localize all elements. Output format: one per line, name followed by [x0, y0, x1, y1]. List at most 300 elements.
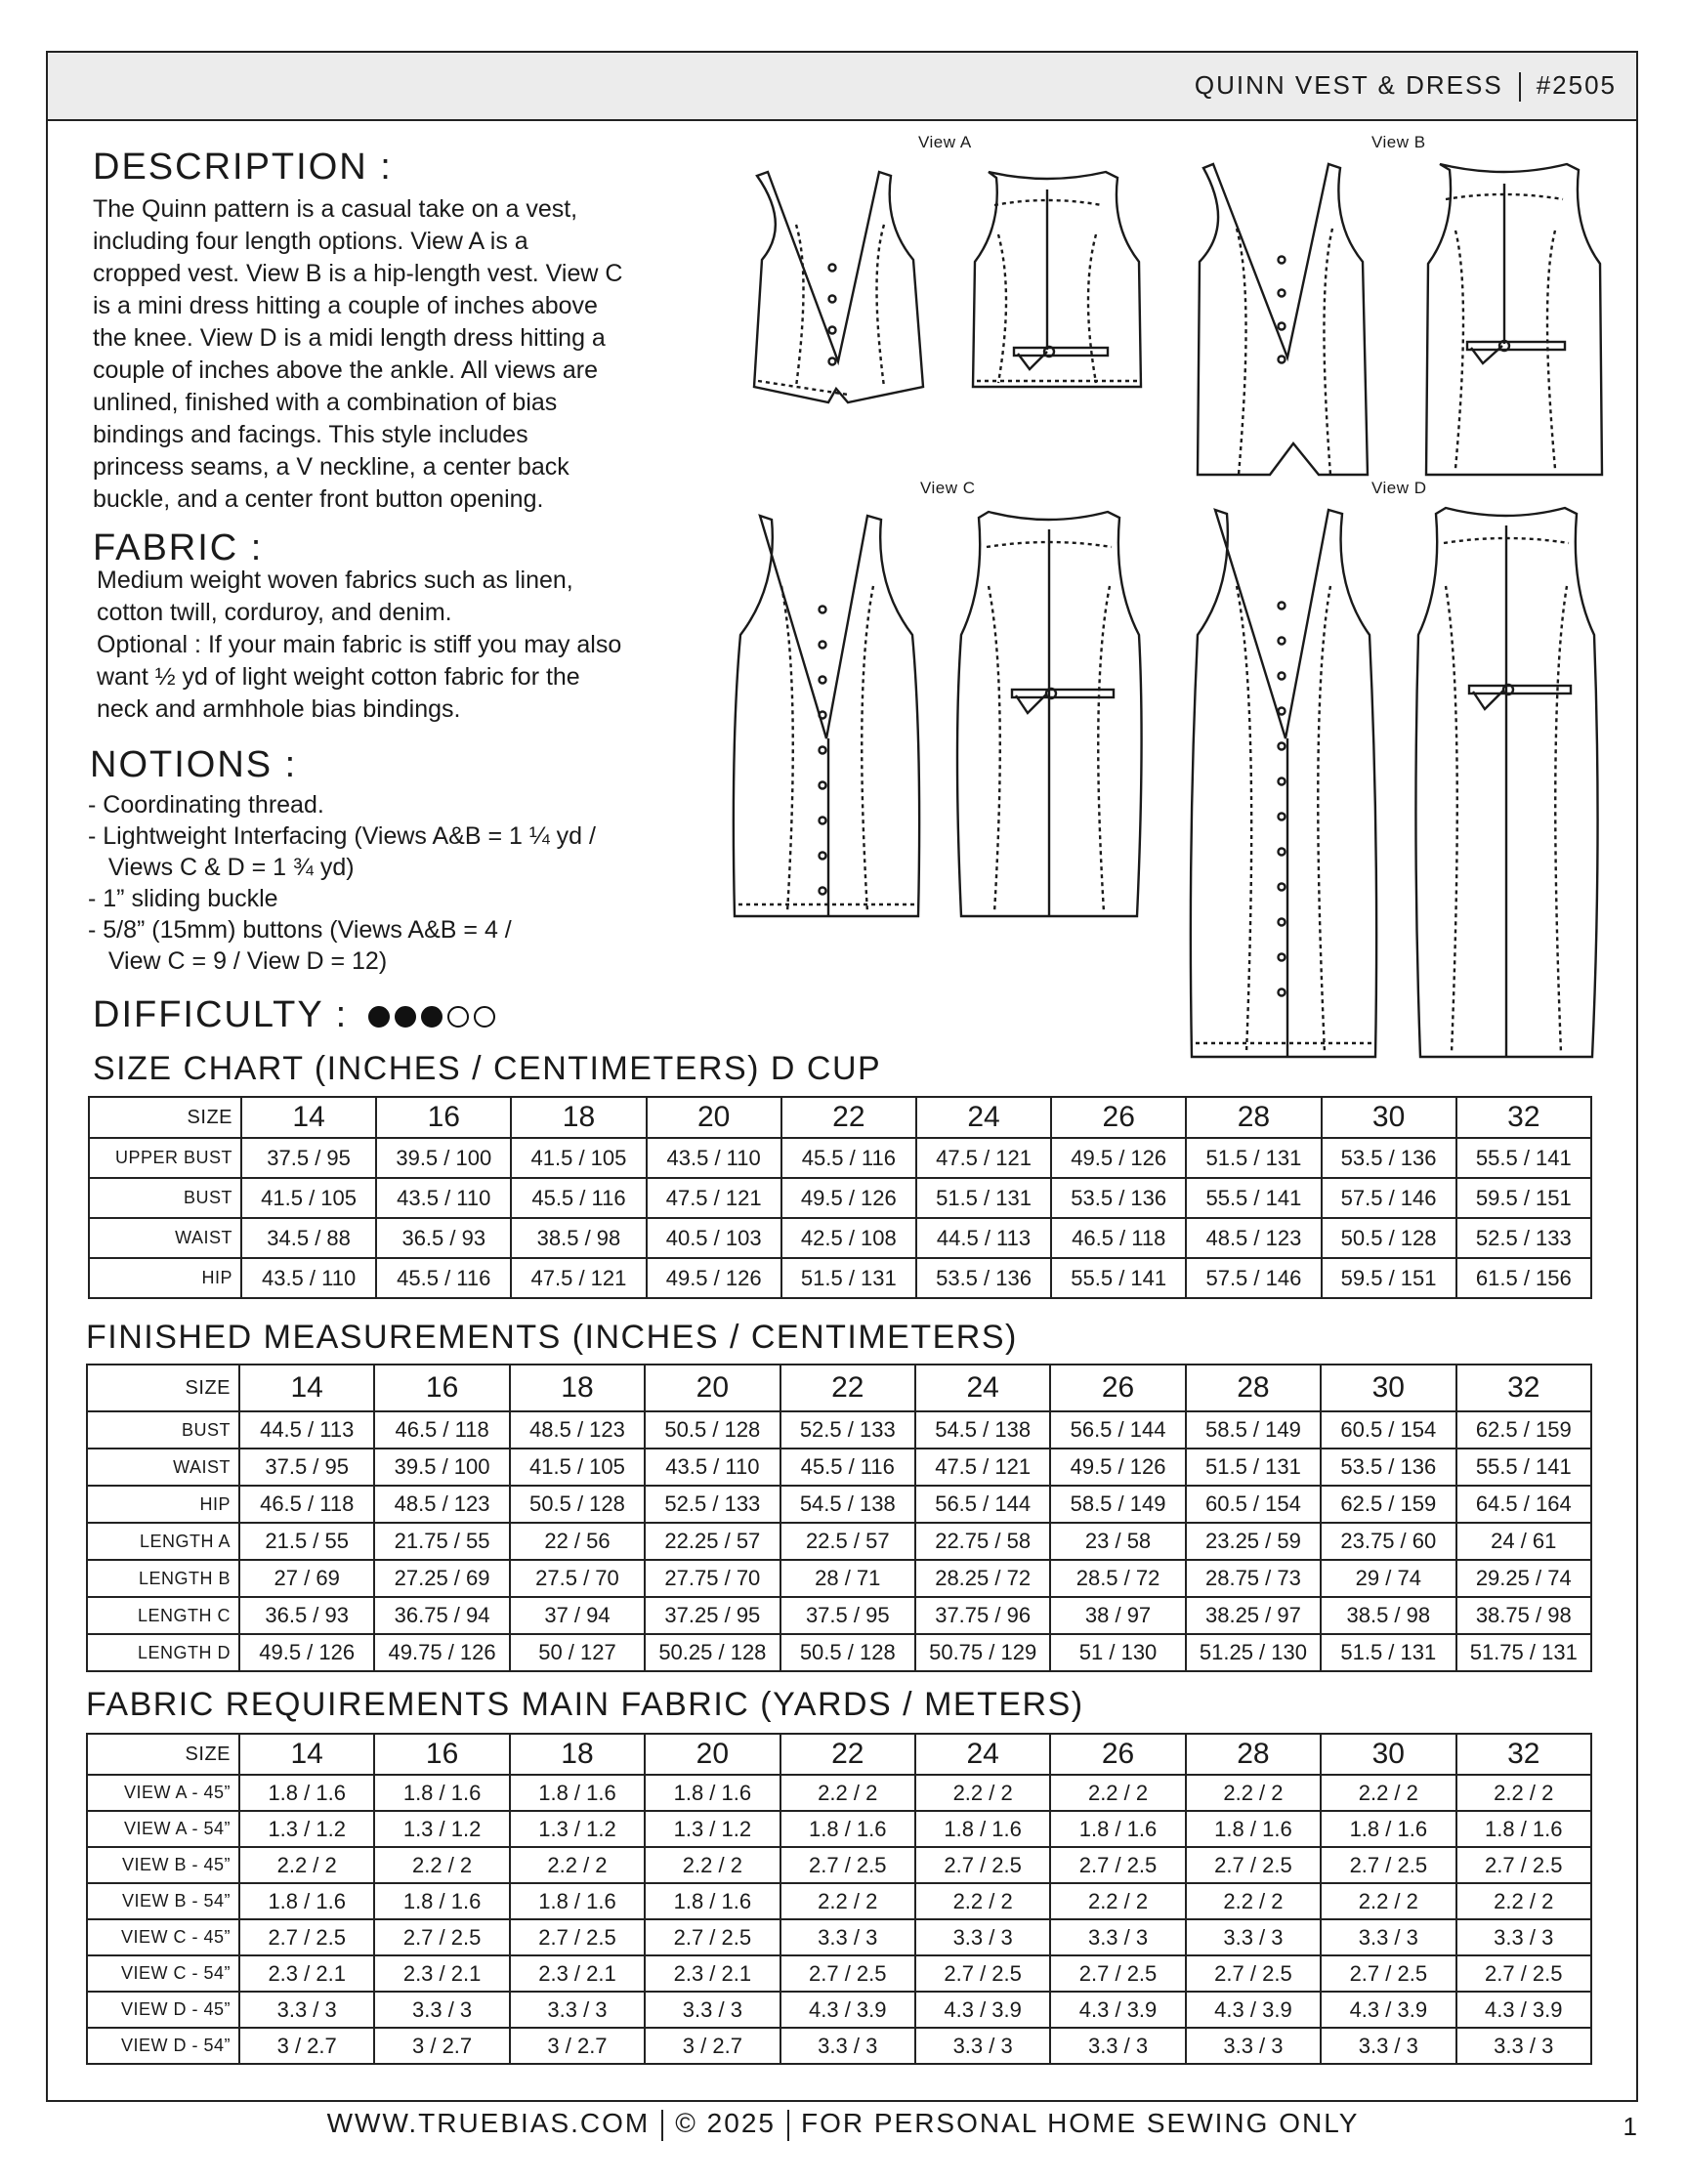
table-cell: 3.3 / 3 — [915, 2028, 1050, 2064]
table-cell: 1.3 / 1.2 — [374, 1811, 509, 1847]
text-line: - 1” sliding buckle — [88, 885, 278, 912]
table-cell: 52.5 / 133 — [645, 1486, 780, 1523]
table-cell: 47.5 / 121 — [916, 1138, 1051, 1178]
fabric-heading: FABRIC : — [93, 527, 264, 568]
row-label: BUST — [89, 1178, 241, 1218]
size-header-cell: 32 — [1456, 1365, 1591, 1411]
table-cell: 22.25 / 57 — [645, 1523, 780, 1560]
table-row — [87, 1847, 1591, 1883]
table-cell: 3 / 2.7 — [645, 2028, 780, 2064]
view-c-front-drawing — [734, 516, 919, 916]
table-cell: 1.8 / 1.6 — [1321, 1811, 1455, 1847]
table-cell: 1.3 / 1.2 — [239, 1811, 374, 1847]
table-cell: 48.5 / 123 — [374, 1486, 509, 1523]
table-cell: 56.5 / 144 — [915, 1486, 1050, 1523]
size-header-cell: 28 — [1186, 1097, 1321, 1138]
table-cell: 49.5 / 126 — [239, 1634, 374, 1671]
table-row — [87, 1883, 1591, 1919]
table-cell: 1.8 / 1.6 — [239, 1775, 374, 1811]
table-cell: 61.5 / 156 — [1456, 1258, 1591, 1298]
size-header-row — [89, 1097, 1591, 1138]
size-header-cell: 28 — [1186, 1734, 1321, 1775]
table-cell: 2.7 / 2.5 — [1321, 1955, 1455, 1992]
finished-measurements-title: FINISHED MEASUREMENTS (INCHES / CENTIMETERS) — [86, 1319, 1018, 1356]
table-cell: 2.7 / 2.5 — [239, 1919, 374, 1955]
table-cell: 2.2 / 2 — [1321, 1883, 1455, 1919]
table-cell: 2.2 / 2 — [1050, 1883, 1185, 1919]
table-cell: 38.75 / 98 — [1456, 1597, 1591, 1634]
table-cell: 3.3 / 3 — [239, 1992, 374, 2028]
row-label: VIEW B - 45” — [87, 1847, 239, 1883]
table-cell: 24 / 61 — [1456, 1523, 1591, 1560]
table-cell: 3.3 / 3 — [780, 1919, 915, 1955]
table-cell: 2.2 / 2 — [1456, 1775, 1591, 1811]
table-cell: 2.7 / 2.5 — [780, 1955, 915, 1992]
table-cell: 60.5 / 154 — [1186, 1486, 1321, 1523]
table-cell: 1.8 / 1.6 — [645, 1775, 780, 1811]
table-cell: 27.75 / 70 — [645, 1560, 780, 1597]
table-cell: 53.5 / 136 — [1051, 1178, 1186, 1218]
table-row — [87, 1523, 1591, 1560]
table-cell: 23.25 / 59 — [1186, 1523, 1321, 1560]
table-cell: 48.5 / 123 — [510, 1411, 645, 1449]
table-cell: 2.7 / 2.5 — [915, 1955, 1050, 1992]
size-header-cell: 26 — [1050, 1734, 1185, 1775]
text-line: the knee. View D is a midi length dress hitting a — [93, 324, 606, 352]
table-cell: 55.5 / 141 — [1051, 1258, 1186, 1298]
table-cell: 4.3 / 3.9 — [1050, 1992, 1185, 2028]
row-label: LENGTH C — [87, 1597, 239, 1634]
table-cell: 43.5 / 110 — [645, 1449, 780, 1486]
row-label: WAIST — [89, 1218, 241, 1258]
table-cell: 22 / 56 — [510, 1523, 645, 1560]
table-row — [87, 1992, 1591, 2028]
table-cell: 49.5 / 126 — [1050, 1449, 1185, 1486]
table-cell: 2.3 / 2.1 — [510, 1955, 645, 1992]
table-cell: 44.5 / 113 — [916, 1218, 1051, 1258]
table-cell: 39.5 / 100 — [374, 1449, 509, 1486]
table-cell: 46.5 / 118 — [239, 1486, 374, 1523]
text-line: unlined, finished with a combination of bias — [93, 389, 558, 416]
table-cell: 3 / 2.7 — [374, 2028, 509, 2064]
table-cell: 37.5 / 95 — [239, 1449, 374, 1486]
size-label: SIZE — [87, 1365, 239, 1411]
table-cell: 39.5 / 100 — [376, 1138, 511, 1178]
table-cell: 1.8 / 1.6 — [1456, 1811, 1591, 1847]
size-header-cell: 22 — [780, 1734, 915, 1775]
footer-website: WWW.TRUEBIAS.COM — [326, 2108, 651, 2138]
table-cell: 50.75 / 129 — [915, 1634, 1050, 1671]
table-cell: 45.5 / 116 — [511, 1178, 646, 1218]
table-cell: 2.7 / 2.5 — [1456, 1847, 1591, 1883]
table-cell: 2.7 / 2.5 — [645, 1919, 780, 1955]
text-line: - Coordinating thread. — [88, 791, 324, 819]
table-row — [89, 1178, 1591, 1218]
description-heading: DESCRIPTION : — [93, 147, 393, 188]
fabric-requirements-table — [86, 1733, 1592, 2065]
table-cell: 3 / 2.7 — [510, 2028, 645, 2064]
row-label: LENGTH A — [87, 1523, 239, 1560]
size-header-row — [87, 1365, 1591, 1411]
table-cell: 37.5 / 95 — [241, 1138, 376, 1178]
table-row — [87, 1919, 1591, 1955]
table-cell: 52.5 / 133 — [780, 1411, 915, 1449]
table-cell: 44.5 / 113 — [239, 1411, 374, 1449]
size-header-cell: 32 — [1456, 1097, 1591, 1138]
table-cell: 2.7 / 2.5 — [374, 1919, 509, 1955]
table-cell: 1.8 / 1.6 — [510, 1775, 645, 1811]
table-cell: 4.3 / 3.9 — [1456, 1992, 1591, 2028]
table-cell: 45.5 / 116 — [780, 1449, 915, 1486]
table-cell: 1.8 / 1.6 — [780, 1811, 915, 1847]
table-cell: 1.3 / 1.2 — [510, 1811, 645, 1847]
table-cell: 1.8 / 1.6 — [915, 1811, 1050, 1847]
row-label: UPPER BUST — [89, 1138, 241, 1178]
row-label: BUST — [87, 1411, 239, 1449]
table-cell: 3.3 / 3 — [1186, 2028, 1321, 2064]
table-cell: 29 / 74 — [1321, 1560, 1455, 1597]
table-cell: 2.2 / 2 — [1321, 1775, 1455, 1811]
table-cell: 2.7 / 2.5 — [1321, 1847, 1455, 1883]
table-cell: 40.5 / 103 — [647, 1218, 781, 1258]
size-header-cell: 30 — [1322, 1097, 1456, 1138]
row-label: VIEW A - 54” — [87, 1811, 239, 1847]
difficulty-label: DIFFICULTY : — [93, 994, 349, 1035]
table-cell: 29.25 / 74 — [1456, 1560, 1591, 1597]
table-cell: 2.2 / 2 — [1456, 1883, 1591, 1919]
row-label: HIP — [87, 1486, 239, 1523]
table-row — [87, 1775, 1591, 1811]
table-row — [87, 2028, 1591, 2064]
table-cell: 51.5 / 131 — [1186, 1138, 1321, 1178]
size-header-cell: 16 — [376, 1097, 511, 1138]
view-c-back-drawing — [957, 512, 1142, 916]
table-cell: 46.5 / 118 — [1051, 1218, 1186, 1258]
table-cell: 53.5 / 136 — [1322, 1138, 1456, 1178]
text-line: cropped vest. View B is a hip-length vest. View C — [93, 260, 623, 287]
view-a-label: View A — [918, 133, 972, 151]
table-row — [87, 1449, 1591, 1486]
size-header-cell: 14 — [239, 1734, 374, 1775]
table-cell: 37 / 94 — [510, 1597, 645, 1634]
table-cell: 37.25 / 95 — [645, 1597, 780, 1634]
table-cell: 49.75 / 126 — [374, 1634, 509, 1671]
size-label: SIZE — [87, 1734, 239, 1775]
size-header-cell: 26 — [1050, 1365, 1185, 1411]
view-a-front-drawing — [754, 172, 923, 402]
text-line: Views C & D = 1 ¾ yd) — [88, 854, 355, 881]
view-d-front-drawing — [1191, 510, 1376, 1057]
table-cell: 2.2 / 2 — [510, 1847, 645, 1883]
view-d-back-drawing — [1415, 508, 1597, 1057]
table-cell: 3.3 / 3 — [645, 1992, 780, 2028]
notions-heading: NOTIONS : — [90, 744, 298, 785]
table-cell: 50.5 / 128 — [645, 1411, 780, 1449]
table-cell: 51.75 / 131 — [1456, 1634, 1591, 1671]
table-cell: 41.5 / 105 — [241, 1178, 376, 1218]
text-line: View C = 9 / View D = 12) — [88, 947, 388, 975]
table-cell: 1.3 / 1.2 — [645, 1811, 780, 1847]
row-label: HIP — [89, 1258, 241, 1298]
size-header-cell: 16 — [374, 1365, 509, 1411]
size-header-cell: 20 — [647, 1097, 781, 1138]
table-cell: 60.5 / 154 — [1321, 1411, 1455, 1449]
table-cell: 62.5 / 159 — [1321, 1486, 1455, 1523]
table-row — [89, 1138, 1591, 1178]
table-cell: 3.3 / 3 — [510, 1992, 645, 2028]
table-row — [89, 1258, 1591, 1298]
table-cell: 1.8 / 1.6 — [239, 1883, 374, 1919]
table-cell: 49.5 / 126 — [1051, 1138, 1186, 1178]
text-line: bindings and facings. This style includes — [93, 421, 528, 448]
table-cell: 38.25 / 97 — [1186, 1597, 1321, 1634]
text-line: is a mini dress hitting a couple of inches above — [93, 292, 598, 319]
finished-measurements-table — [86, 1364, 1592, 1672]
table-cell: 2.7 / 2.5 — [510, 1919, 645, 1955]
page-number: 1 — [1623, 2112, 1637, 2141]
text-line: including four length options. View A is a — [93, 228, 528, 255]
table-cell: 3.3 / 3 — [1321, 2028, 1455, 2064]
footer-copyright: © 2025 — [675, 2108, 776, 2138]
table-cell: 4.3 / 3.9 — [1321, 1992, 1455, 2028]
view-d-label: View D — [1371, 479, 1427, 497]
table-cell: 2.3 / 2.1 — [645, 1955, 780, 1992]
view-b-label: View B — [1371, 133, 1426, 151]
table-cell: 50.25 / 128 — [645, 1634, 780, 1671]
table-cell: 4.3 / 3.9 — [915, 1992, 1050, 2028]
table-cell: 3.3 / 3 — [1186, 1919, 1321, 1955]
table-cell: 2.2 / 2 — [374, 1847, 509, 1883]
table-cell: 1.8 / 1.6 — [374, 1883, 509, 1919]
table-cell: 52.5 / 133 — [1456, 1218, 1591, 1258]
table-cell: 27.5 / 70 — [510, 1560, 645, 1597]
text-line: - Lightweight Interfacing (Views A&B = 1 ¼ yd / — [88, 822, 596, 850]
table-cell: 2.2 / 2 — [780, 1883, 915, 1919]
size-header-cell: 30 — [1321, 1734, 1455, 1775]
table-cell: 2.7 / 2.5 — [1050, 1955, 1185, 1992]
table-cell: 58.5 / 149 — [1186, 1411, 1321, 1449]
table-cell: 48.5 / 123 — [1186, 1218, 1321, 1258]
table-cell: 2.7 / 2.5 — [780, 1847, 915, 1883]
table-cell: 2.7 / 2.5 — [1456, 1955, 1591, 1992]
size-header-cell: 26 — [1051, 1097, 1186, 1138]
table-cell: 50 / 127 — [510, 1634, 645, 1671]
view-c-label: View C — [920, 479, 976, 497]
table-cell: 22.75 / 58 — [915, 1523, 1050, 1560]
table-cell: 2.2 / 2 — [239, 1847, 374, 1883]
size-chart-table — [88, 1096, 1592, 1299]
size-header-cell: 20 — [645, 1365, 780, 1411]
table-cell: 3 / 2.7 — [239, 2028, 374, 2064]
table-cell: 51.5 / 131 — [1321, 1634, 1455, 1671]
table-cell: 45.5 / 116 — [376, 1258, 511, 1298]
table-cell: 50.5 / 128 — [780, 1634, 915, 1671]
table-cell: 36.75 / 94 — [374, 1597, 509, 1634]
table-cell: 49.5 / 126 — [781, 1178, 916, 1218]
table-cell: 1.8 / 1.6 — [510, 1883, 645, 1919]
table-cell: 37.5 / 95 — [780, 1597, 915, 1634]
table-cell: 38.5 / 98 — [511, 1218, 646, 1258]
size-header-cell: 18 — [510, 1734, 645, 1775]
text-line: Optional : If your main fabric is stiff you may also — [97, 631, 622, 658]
table-cell: 41.5 / 105 — [510, 1449, 645, 1486]
table-cell: 3.3 / 3 — [1050, 2028, 1185, 2064]
table-cell: 1.8 / 1.6 — [1186, 1811, 1321, 1847]
table-row — [89, 1218, 1591, 1258]
size-header-cell: 32 — [1456, 1734, 1591, 1775]
pattern-name: QUINN VEST & DRESS — [1194, 70, 1503, 100]
table-cell: 1.8 / 1.6 — [1050, 1811, 1185, 1847]
table-cell: 59.5 / 151 — [1456, 1178, 1591, 1218]
text-line: buckle, and a center front button opening. — [93, 485, 544, 513]
table-cell: 49.5 / 126 — [647, 1258, 781, 1298]
table-cell: 36.5 / 93 — [239, 1597, 374, 1634]
table-cell: 2.2 / 2 — [1050, 1775, 1185, 1811]
table-cell: 56.5 / 144 — [1050, 1411, 1185, 1449]
table-cell: 4.3 / 3.9 — [1186, 1992, 1321, 2028]
table-row — [87, 1634, 1591, 1671]
row-label: VIEW C - 45” — [87, 1919, 239, 1955]
table-cell: 45.5 / 116 — [781, 1138, 916, 1178]
table-cell: 55.5 / 141 — [1186, 1178, 1321, 1218]
table-cell: 1.8 / 1.6 — [645, 1883, 780, 1919]
footer-usage: FOR PERSONAL HOME SEWING ONLY — [800, 2108, 1360, 2138]
view-b-front-drawing — [1198, 164, 1368, 475]
table-row — [87, 1597, 1591, 1634]
table-cell: 2.2 / 2 — [915, 1883, 1050, 1919]
size-header-cell: 24 — [915, 1734, 1050, 1775]
garment-illustrations — [0, 0, 1686, 1074]
table-cell: 54.5 / 138 — [780, 1486, 915, 1523]
table-cell: 62.5 / 159 — [1456, 1411, 1591, 1449]
table-cell: 50.5 / 128 — [510, 1486, 645, 1523]
text-line: want ½ yd of light weight cotton fabric for the — [97, 663, 580, 691]
text-line: princess seams, a V neckline, a center back — [93, 453, 569, 481]
size-header-cell: 28 — [1186, 1365, 1321, 1411]
size-header-row — [87, 1734, 1591, 1775]
view-b-back-drawing — [1426, 164, 1602, 475]
table-cell: 59.5 / 151 — [1322, 1258, 1456, 1298]
table-row — [87, 1955, 1591, 1992]
view-a-back-drawing — [973, 172, 1141, 387]
table-cell: 2.2 / 2 — [645, 1847, 780, 1883]
row-label: VIEW D - 45” — [87, 1992, 239, 2028]
table-cell: 28 / 71 — [780, 1560, 915, 1597]
size-header-cell: 22 — [780, 1365, 915, 1411]
table-cell: 51.25 / 130 — [1186, 1634, 1321, 1671]
table-cell: 43.5 / 110 — [647, 1138, 781, 1178]
table-cell: 28.25 / 72 — [915, 1560, 1050, 1597]
size-header-cell: 16 — [374, 1734, 509, 1775]
size-header-cell: 24 — [916, 1097, 1051, 1138]
table-cell: 51.5 / 131 — [916, 1178, 1051, 1218]
table-cell: 21.5 / 55 — [239, 1523, 374, 1560]
table-cell: 3.3 / 3 — [1050, 1919, 1185, 1955]
table-cell: 50.5 / 128 — [1322, 1218, 1456, 1258]
table-cell: 3.3 / 3 — [1321, 1919, 1455, 1955]
table-cell: 36.5 / 93 — [376, 1218, 511, 1258]
size-header-cell: 22 — [781, 1097, 916, 1138]
table-cell: 51.5 / 131 — [781, 1258, 916, 1298]
table-cell: 38.5 / 98 — [1321, 1597, 1455, 1634]
table-cell: 2.7 / 2.5 — [1186, 1847, 1321, 1883]
size-label: SIZE — [89, 1097, 241, 1138]
row-label: VIEW A - 45” — [87, 1775, 239, 1811]
table-cell: 34.5 / 88 — [241, 1218, 376, 1258]
table-cell: 51.5 / 131 — [1186, 1449, 1321, 1486]
table-cell: 47.5 / 121 — [647, 1178, 781, 1218]
table-cell: 4.3 / 3.9 — [780, 1992, 915, 2028]
table-row — [87, 1411, 1591, 1449]
table-cell: 23.75 / 60 — [1321, 1523, 1455, 1560]
footer — [0, 2108, 1686, 2141]
table-cell: 1.8 / 1.6 — [374, 1775, 509, 1811]
table-cell: 3.3 / 3 — [374, 1992, 509, 2028]
size-chart-title: SIZE CHART (INCHES / CENTIMETERS) D CUP — [93, 1050, 882, 1087]
size-header-cell: 14 — [241, 1097, 376, 1138]
text-line: - 5/8” (15mm) buttons (Views A&B = 4 / — [88, 916, 512, 944]
table-cell: 53.5 / 136 — [1321, 1449, 1455, 1486]
pattern-number: #2505 — [1536, 70, 1617, 100]
table-cell: 3.3 / 3 — [1456, 1919, 1591, 1955]
table-row — [87, 1486, 1591, 1523]
table-cell: 38 / 97 — [1050, 1597, 1185, 1634]
row-label: VIEW B - 54” — [87, 1883, 239, 1919]
table-cell: 2.2 / 2 — [915, 1775, 1050, 1811]
text-line: The Quinn pattern is a casual take on a vest, — [93, 195, 578, 223]
table-cell: 57.5 / 146 — [1322, 1178, 1456, 1218]
table-cell: 43.5 / 110 — [376, 1178, 511, 1218]
table-cell: 22.5 / 57 — [780, 1523, 915, 1560]
table-cell: 21.75 / 55 — [374, 1523, 509, 1560]
table-cell: 2.7 / 2.5 — [1050, 1847, 1185, 1883]
text-line: couple of inches above the ankle. All views are — [93, 357, 598, 384]
size-header-cell: 24 — [915, 1365, 1050, 1411]
table-cell: 46.5 / 118 — [374, 1411, 509, 1449]
size-header-cell: 18 — [510, 1365, 645, 1411]
table-cell: 54.5 / 138 — [915, 1411, 1050, 1449]
table-cell: 42.5 / 108 — [781, 1218, 916, 1258]
row-label: VIEW D - 54” — [87, 2028, 239, 2064]
table-cell: 58.5 / 149 — [1050, 1486, 1185, 1523]
table-cell: 2.2 / 2 — [1186, 1775, 1321, 1811]
table-cell: 64.5 / 164 — [1456, 1486, 1591, 1523]
table-cell: 57.5 / 146 — [1186, 1258, 1321, 1298]
row-label: VIEW C - 54” — [87, 1955, 239, 1992]
table-cell: 2.7 / 2.5 — [915, 1847, 1050, 1883]
table-cell: 2.7 / 2.5 — [1186, 1955, 1321, 1992]
fabric-requirements-title: FABRIC REQUIREMENTS MAIN FABRIC (YARDS / METERS) — [86, 1686, 1084, 1723]
table-cell: 53.5 / 136 — [916, 1258, 1051, 1298]
table-cell: 55.5 / 141 — [1456, 1449, 1591, 1486]
row-label: LENGTH B — [87, 1560, 239, 1597]
table-cell: 28.5 / 72 — [1050, 1560, 1185, 1597]
table-cell: 47.5 / 121 — [915, 1449, 1050, 1486]
size-header-cell: 20 — [645, 1734, 780, 1775]
row-label: LENGTH D — [87, 1634, 239, 1671]
table-cell: 3.3 / 3 — [915, 1919, 1050, 1955]
table-cell: 51 / 130 — [1050, 1634, 1185, 1671]
size-header-cell: 18 — [511, 1097, 646, 1138]
table-cell: 23 / 58 — [1050, 1523, 1185, 1560]
row-label: WAIST — [87, 1449, 239, 1486]
text-line: Medium weight woven fabrics such as linen, — [97, 567, 573, 594]
table-cell: 55.5 / 141 — [1456, 1138, 1591, 1178]
table-cell: 43.5 / 110 — [241, 1258, 376, 1298]
table-cell: 27.25 / 69 — [374, 1560, 509, 1597]
table-cell: 41.5 / 105 — [511, 1138, 646, 1178]
size-header-cell: 14 — [239, 1365, 374, 1411]
